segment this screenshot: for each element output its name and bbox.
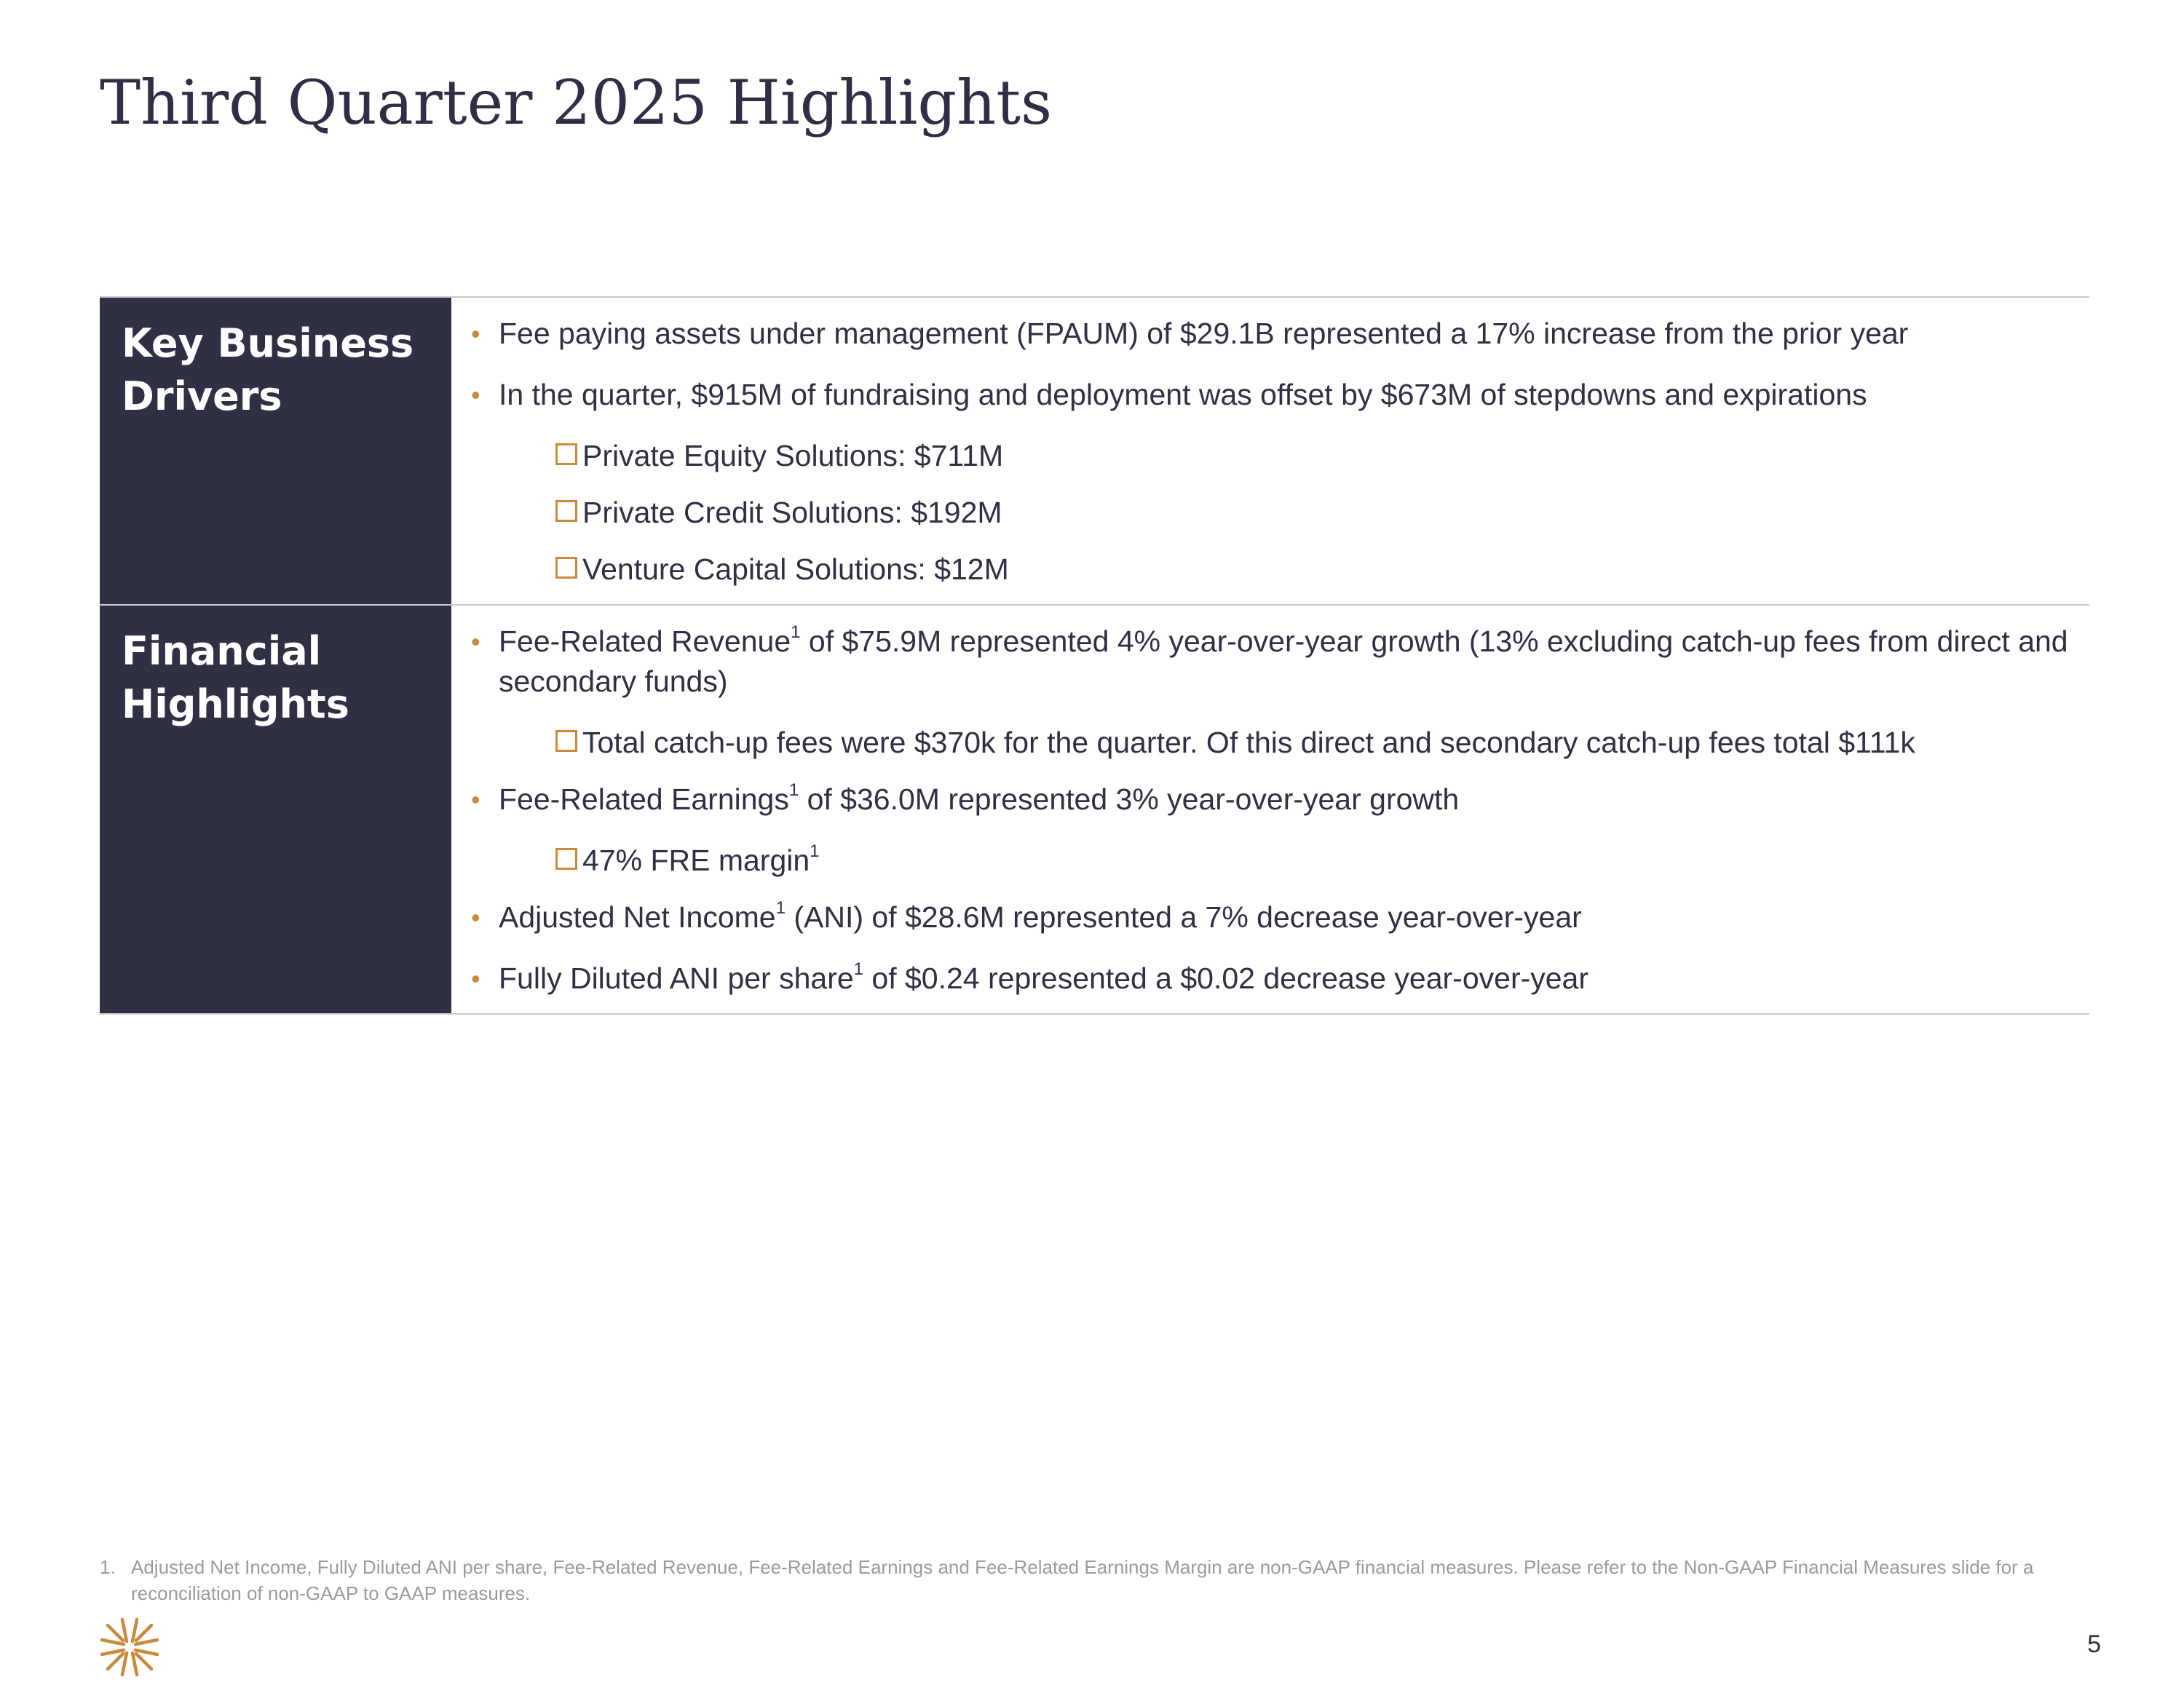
highlights-table (100, 296, 2089, 1015)
sub-bullet-item (451, 841, 2089, 881)
section-label-line: Drivers (122, 373, 282, 419)
bullet-item (451, 375, 2089, 415)
footnote-ref: 1 (810, 841, 820, 862)
footnote-number: 1. (100, 1556, 116, 1578)
sub-bullet-item (451, 550, 2089, 590)
sub-bullet-item (451, 436, 2089, 476)
bullet-item (451, 897, 2089, 937)
hollow-square-icon (555, 557, 577, 579)
bullet-text: of $36.0M represented 3% year-over-year growth (799, 782, 1460, 816)
bullet-text: of $75.9M represented 4% year-over-year growth (13% excluding catch-up fees from direct and secondary funds) (499, 625, 2068, 698)
section-label (100, 298, 451, 604)
section-label-line: Financial (122, 628, 322, 674)
sub-bullet-text: Private Credit Solutions: $192M (582, 496, 1002, 529)
bullet-dot-icon: • (471, 964, 480, 994)
bullet-text: Fee-Related Revenue (499, 625, 791, 658)
bullet-text: of $0.24 represented a $0.02 decrease year-over-year (863, 962, 1589, 995)
page-title: Third Quarter 2025 Highlights (100, 67, 1053, 138)
bullet-item (451, 622, 2089, 702)
bullet-text: In the quarter, $915M of fundraising and deployment was offset by $673M of stepdowns and expirations (499, 378, 1867, 411)
bullet-text: Fully Diluted ANI per share (499, 962, 854, 995)
hollow-square-icon (555, 500, 577, 522)
bullet-text: (ANI) of $28.6M represented a 7% decrease year-over-year (785, 900, 1582, 934)
sub-bullet-item (451, 493, 2089, 533)
footnote (100, 1554, 2065, 1606)
footnote-ref: 1 (775, 898, 786, 919)
bullet-text: Fee-Related Earnings (499, 782, 789, 816)
section-label-line: Key Business (122, 320, 414, 366)
bullet-dot-icon: • (471, 785, 480, 814)
sub-bullet-item (451, 723, 2089, 763)
bullet-dot-icon: • (471, 627, 480, 657)
bullet-item (451, 959, 2089, 999)
footnote-ref: 1 (788, 780, 799, 801)
bullet-item (451, 780, 2089, 820)
sub-bullet-text: Venture Capital Solutions: $12M (582, 552, 1009, 586)
hollow-square-icon (555, 730, 577, 752)
section-label (100, 606, 451, 1013)
bullet-text: Adjusted Net Income (499, 900, 776, 934)
hollow-square-icon (555, 848, 577, 870)
bullet-dot-icon: • (471, 380, 480, 410)
bullet-dot-icon: • (471, 903, 480, 932)
section-content (451, 298, 2089, 604)
starburst-logo-icon (97, 1614, 162, 1680)
footnote-ref: 1 (853, 959, 864, 980)
footnote-ref: 1 (791, 622, 801, 643)
footnote-text: Adjusted Net Income, Fully Diluted ANI per share, Fee-Related Revenue, Fee-Related Earnings and Fee-Related Earnings Margin are non-GAAP financial measures. Please refer to the Non-GAAP Financial Measures slide for a reconciliation of non-GAAP to GAAP measures. (131, 1556, 2034, 1604)
bullet-text: Fee paying assets under management (FPAUM) of $29.1B represented a 17% increase from the prior year (499, 317, 1909, 350)
section-content (451, 606, 2089, 1013)
section-label-line: Highlights (122, 681, 349, 727)
sub-bullet-text: 47% FRE margin (582, 844, 810, 877)
section-financial-highlights (100, 606, 2089, 1015)
bullet-dot-icon: • (471, 319, 480, 349)
section-key-business-drivers (100, 298, 2089, 606)
sub-bullet-text: Private Equity Solutions: $711M (582, 439, 1004, 472)
page-number: 5 (2087, 1630, 2101, 1658)
hollow-square-icon (555, 443, 577, 465)
bullet-item (451, 314, 2089, 354)
sub-bullet-text: Total catch-up fees were $370k for the quarter. Of this direct and secondary catch-up fees total $111k (582, 726, 1915, 759)
